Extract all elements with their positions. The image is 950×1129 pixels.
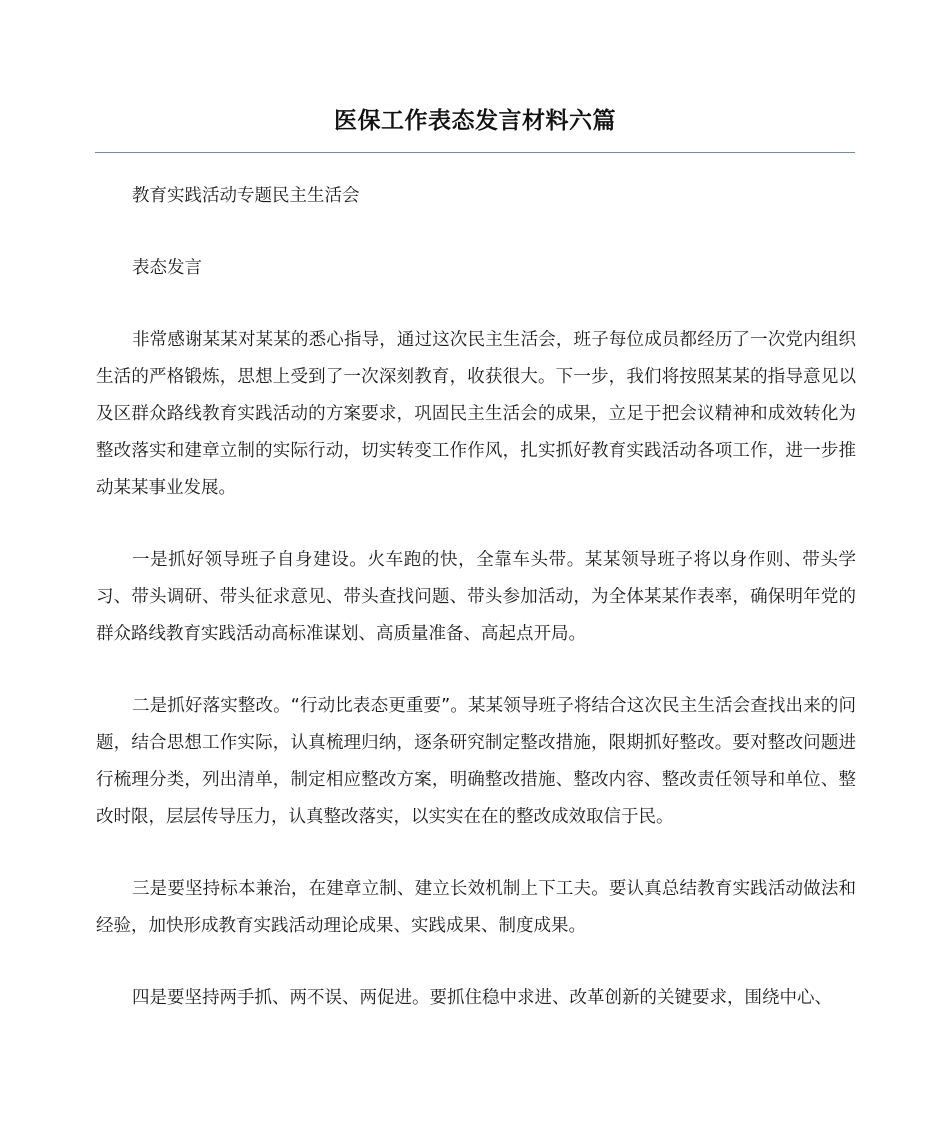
paragraph-point-three: 三是要坚持标本兼治，在建章立制、建立长效机制上下工夫。要认真总结教育实践活动做法和经验，加快形成教育实践活动理论成果、实践成果、制度成果。 [96, 879, 856, 936]
document-title: 医保工作表态发言材料六篇 [334, 108, 616, 135]
paragraph-point-two: 二是抓好落实整改。“行动比表态更重要”。某某领导班子将结合这次民主生活会查找出来的问题，结合思想工作实际，认真梳理归纳，逐条研究制定整改措施，限期抓好整改。要对整改问题进行梳理分类，列出清单，制定相应整改方案，明确整改措施、整改内容、整改责任领导和单位、整改时限，层层传导压力，认真整改落实，以实实在在的整改成效取信于民。 [96, 696, 856, 827]
paragraph-subtitle-line2: 表态发言 [132, 258, 202, 278]
paragraph-point-one: 一是抓好领导班子自身建设。火车跑的快，全靠车头带。某某领导班子将以身作则、带头学习、带头调研、带头征求意见、带头查找问题、带头参加活动，为全体某某作表率，确保明年党的群众路线教育实践活动高标准谋划、高质量准备、高起点开局。 [96, 550, 856, 644]
paragraph-intro: 非常感谢某某对某某的悉心指导，通过这次民主生活会，班子每位成员都经历了一次党内组织生活的严格锻炼，思想上受到了一次深刻教育，收获很大。下一步，我们将按照某某的指导意见以及区群众路线教育实践活动的方案要求，巩固民主生活会的成果，立足于把会议精神和成效转化为整改落实和建章立制的实际行动，切实转变工作作风，扎实抓好教育实践活动各项工作，进一步推动某某事业发展。 [96, 330, 856, 498]
title-divider [95, 152, 855, 153]
document-body [96, 178, 856, 1017]
paragraph-subtitle-line1: 教育实践活动专题民主生活会 [132, 186, 360, 206]
paragraph-point-four: 四是要坚持两手抓、两不误、两促进。要抓住稳中求进、改革创新的关键要求，围绕中心、 [132, 988, 832, 1008]
